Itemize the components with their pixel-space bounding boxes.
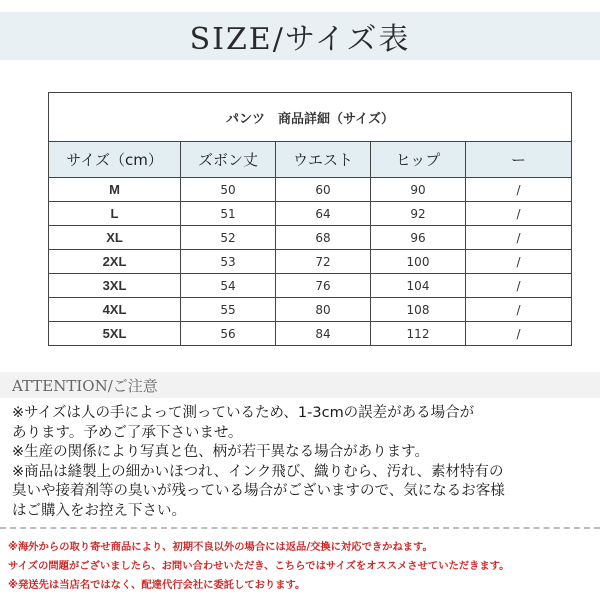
- length-cell: 52: [181, 226, 276, 250]
- footer-line: サイズの問題がございましたら、お問い合わせいただき、こちらではサイズをオススメさせていただきます。: [8, 560, 510, 572]
- footer-line: ※発送先は当店名ではなく、配達代行会社に委託しております。: [8, 579, 306, 591]
- hip-cell: 108: [371, 298, 466, 322]
- size-cell: L: [49, 202, 181, 226]
- title-banner: [0, 12, 600, 60]
- size-cell: 4XL: [49, 298, 181, 322]
- column-header: ズボン丈: [181, 142, 276, 178]
- hip-cell: 100: [371, 250, 466, 274]
- size-cell: 5XL: [49, 322, 181, 346]
- dashed-divider: [0, 527, 600, 529]
- waist-cell: 84: [276, 322, 371, 346]
- extra-cell: /: [466, 178, 572, 202]
- waist-cell: 68: [276, 226, 371, 250]
- note-line: ※生産の関係により写真と色、柄が若干異なる場合があります。: [12, 444, 429, 460]
- hip-cell: 112: [371, 322, 466, 346]
- table-row: [49, 202, 572, 226]
- table-row: [49, 298, 572, 322]
- extra-cell: /: [466, 202, 572, 226]
- hip-cell: 92: [371, 202, 466, 226]
- attention-notes: [12, 404, 594, 521]
- extra-cell: /: [466, 250, 572, 274]
- waist-cell: 60: [276, 178, 371, 202]
- size-cell: XL: [49, 226, 181, 250]
- extra-cell: /: [466, 274, 572, 298]
- length-cell: 56: [181, 322, 276, 346]
- column-header: ヒップ: [371, 142, 466, 178]
- footer-line: ※海外からの取り寄せ商品により、初期不良以外の場合には返品/交換に対応できかねます。: [8, 541, 433, 553]
- hip-cell: 96: [371, 226, 466, 250]
- column-header: ウエスト: [276, 142, 371, 178]
- note-line: ※サイズは人の手によって測っているため、1-3cmの誤差がある場合が: [12, 405, 475, 421]
- note-line: 臭いや接着剤等の臭いが残っている場合がございますので、気になるお客様: [12, 483, 505, 499]
- hip-cell: 104: [371, 274, 466, 298]
- waist-cell: 80: [276, 298, 371, 322]
- note-line: ※商品は縫製上の細かいほつれ、インク飛び、織りむら、汚れ、素材特有の: [12, 463, 504, 480]
- length-cell: 54: [181, 274, 276, 298]
- waist-cell: 76: [276, 274, 371, 298]
- footer-notices: [8, 538, 596, 595]
- attention-title: ATTENTION/ご注意: [12, 376, 158, 395]
- page-title: SIZE/サイズ表: [189, 22, 411, 57]
- size-table: [48, 92, 572, 346]
- column-header: サイズ（cm）: [49, 142, 181, 178]
- table-row: [49, 226, 572, 250]
- size-cell: 3XL: [49, 274, 181, 298]
- table-header-row: [49, 142, 572, 178]
- length-cell: 50: [181, 178, 276, 202]
- extra-cell: /: [466, 322, 572, 346]
- note-line: はご購入をお控え下さい。: [12, 502, 186, 519]
- length-cell: 51: [181, 202, 276, 226]
- attention-banner: [0, 372, 600, 398]
- waist-cell: 72: [276, 250, 371, 274]
- size-cell: M: [49, 178, 181, 202]
- size-cell: 2XL: [49, 250, 181, 274]
- extra-cell: /: [466, 298, 572, 322]
- waist-cell: 64: [276, 202, 371, 226]
- table-row: [49, 322, 572, 346]
- table-caption-row: [49, 93, 572, 142]
- length-cell: 55: [181, 298, 276, 322]
- table-row: [49, 178, 572, 202]
- note-line: あります。予めご了承下さいませ。: [12, 424, 243, 441]
- table-row: [49, 274, 572, 298]
- extra-cell: /: [466, 226, 572, 250]
- table-caption: パンツ 商品詳細（サイズ）: [49, 93, 572, 142]
- table-row: [49, 250, 572, 274]
- length-cell: 53: [181, 250, 276, 274]
- column-header: ー: [466, 142, 572, 178]
- hip-cell: 90: [371, 178, 466, 202]
